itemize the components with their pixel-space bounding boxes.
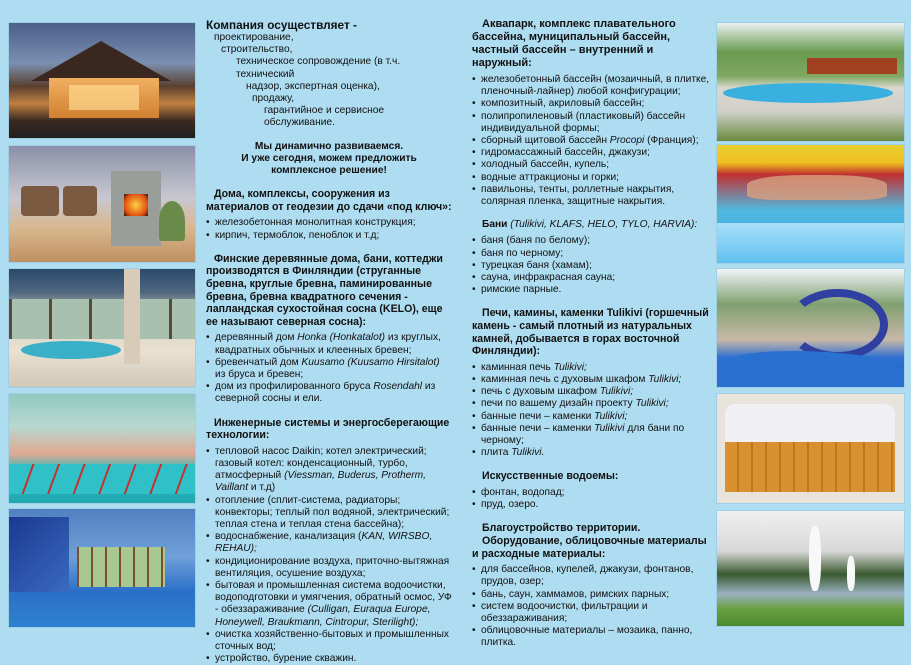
photo-lap-pool [8, 393, 196, 504]
list-item: • композитный, акриловый бассейн; [472, 98, 712, 110]
column-company-services [206, 18, 452, 665]
column-pools-saunas [472, 18, 712, 650]
list-item: • дом из профилированного бруса Rosendahl из северной сосны и ели. [206, 381, 452, 405]
houses-list [206, 217, 452, 241]
stoves-list [472, 362, 712, 460]
intro-line: проектирование, [214, 32, 294, 43]
slogan-line: комплексное решение! [271, 165, 387, 177]
section-heading-houses: Дома, комплексы, сооружения из материалов от геодезии до сдачи «под ключ»: [206, 188, 452, 213]
photo-outdoor-pool-resort [716, 22, 905, 142]
finnish-houses-list [206, 332, 452, 405]
list-item: • фонтан, водопад; [472, 487, 712, 499]
section-subheading-materials: Оборудование, облицовочные материалы и расходные материалы: [472, 535, 707, 560]
list-item: • сборный щитовой бассейн Procopi (Франция); [472, 135, 712, 147]
intro-line: строительство, [221, 44, 293, 56]
list-item: • устройство, бурение скважин. [206, 653, 452, 665]
photo-mosaic-pool [8, 508, 196, 628]
list-item: • гидромассажный бассейн, джакузи; [472, 147, 712, 159]
list-item: • каминная печь Tulikivi; [472, 362, 712, 374]
intro-line: гарантийное и сервисное обслуживание. [264, 105, 385, 129]
list-item: • кондиционирование воздуха, приточно-вытяжная вентиляция, осушение воздуха; [206, 556, 452, 580]
list-item: • баня (баня по белому); [472, 235, 712, 247]
list-item: • плита Tulikivi. [472, 447, 712, 459]
list-item: • бань, саун, хаммамов, римских парных; [472, 589, 712, 601]
list-item: • банные печи – каменки Tulikivi; [472, 411, 712, 423]
list-item: • кирпич, термоблок, пеноблок и т.д; [206, 230, 452, 242]
photo-fountain-pond [716, 510, 905, 627]
saunas-list [472, 235, 712, 296]
list-item: • железобетонная монолитная конструкция; [206, 217, 452, 229]
list-item: • печи по вашему дизайн проекту Tulikivi; [472, 398, 712, 410]
list-item: • сауна, инфракрасная сауна; [472, 272, 712, 284]
list-item: • полипропиленовый (пластиковый) бассейн индивидуальной формы; [472, 111, 712, 135]
list-item: • банные печи – каменки Tulikivi для бани по черному; [472, 423, 712, 447]
section-heading-stoves: Печи, камины, каменки Tulikivi (горшечный камень - самый плотный из натуральных камней, добывается в горах восточной Финляндии): [472, 307, 709, 358]
section-heading-ponds: Искусственные водоемы: [482, 470, 619, 483]
slogan-line: Мы динамично развиваемся. [254, 140, 404, 152]
intro-title: Компания осуществляет - [206, 18, 357, 32]
photo-fireplace-interior [8, 145, 196, 263]
list-item: • турецкая баня (хамам); [472, 260, 712, 272]
photo-water-slide-family [716, 144, 905, 264]
list-item: • печь с духовым шкафом Tulikivi; [472, 386, 712, 398]
list-item: • водоснабжение, канализация (KAN, WIRSBO, REHAU); [206, 531, 452, 555]
materials-list [472, 564, 712, 649]
slogan-line: И уже сегодня, можем предложить [241, 152, 417, 164]
section-heading-landscaping: Благоустройство территории. [482, 522, 641, 535]
photo-spiral-slide-pool [716, 268, 905, 388]
list-item: • бытовая и промышленная система водоочистки, водоподготовки и умягчения, обратный осмос, УФ - обеззараживание (Culligan, Euraqua Europe, Honeywell, Braukmann, Cintropur, Sterilight); [206, 580, 452, 629]
list-item: • римские парные. [472, 284, 712, 296]
list-item: • систем водоочистки, фильтрации и обеззараживания; [472, 601, 712, 625]
intro-line: продажу, [252, 93, 295, 105]
list-item: • бревенчатый дом Kuusamo (Kuusamo Hirsitalot) из бруса и бревен; [206, 357, 452, 381]
list-item: • железобетонный бассейн (мозаичный, в плитке, пленочный-лайнер) любой конфигурации; [472, 74, 712, 98]
list-item: • отопление (сплит-система, радиаторы; конвекторы; теплый пол водяной, электрический; теплая стена и теплая стена бассейна); [206, 495, 452, 532]
list-item: • деревянный дом Honka (Honkatalot) из круглых, квадратных обычных и клеенных бревен; [206, 332, 452, 356]
list-item: • павильоны, тенты, роллетные накрытия, солярная пленка, защитные накрытия. [472, 184, 712, 208]
section-heading-finnish-houses: Финские деревянные дома, бани, коттеджи производятся в Финляндии (струганные бревна, круглые бревна, паминированные бревна, бревна квадратного сечения - лапландская сухостойная сосна (KELO), еще ее называют северная сосна): [206, 252, 443, 328]
section-heading-saunas: Бани (Tulikivi, KLAFS, HELO, TYLO, HARVIA): [482, 219, 698, 231]
list-item: • облицовочные материалы – мозаика, панно, плитка. [472, 625, 712, 649]
section-heading-engineering: Инженерные системы и энергосберегающие технологии: [206, 416, 450, 442]
list-item: • каминная печь с духовым шкафом Tulikivi; [472, 374, 712, 386]
list-item: • пруд, озеро. [472, 499, 712, 511]
intro-line: надзор, экспертная оценка), [246, 80, 380, 92]
pools-list [472, 74, 712, 208]
list-item: • тепловой насос Daikin; котел электрический; газовый котел: конденсационный, турбо, атмосферный (Viessman, Buderus, Protherm, Vaillant и т.д) [206, 446, 452, 495]
section-heading-pools: Аквапарк, комплекс плавательного бассейна, муниципальный бассейн, частный бассейн – внутренний и наружный: [472, 18, 676, 69]
list-item: • баня по черному; [472, 248, 712, 260]
photo-jacuzzi-wood [716, 393, 905, 504]
photo-wooden-house-evening [8, 22, 196, 139]
engineering-list [206, 446, 452, 665]
intro-line: техническое сопровождение (в т.ч. технический [236, 56, 401, 80]
list-item: • для бассейнов, купелей, джакузи, фонтанов, прудов, озер; [472, 564, 712, 588]
ponds-list [472, 487, 712, 511]
list-item: • очистка хозяйственно-бытовых и промышленных сточных вод; [206, 629, 452, 653]
photo-indoor-pool-hall [8, 268, 196, 388]
list-item: • водные аттракционы и горки; [472, 172, 712, 184]
list-item: • холодный бассейн, купель; [472, 159, 712, 171]
